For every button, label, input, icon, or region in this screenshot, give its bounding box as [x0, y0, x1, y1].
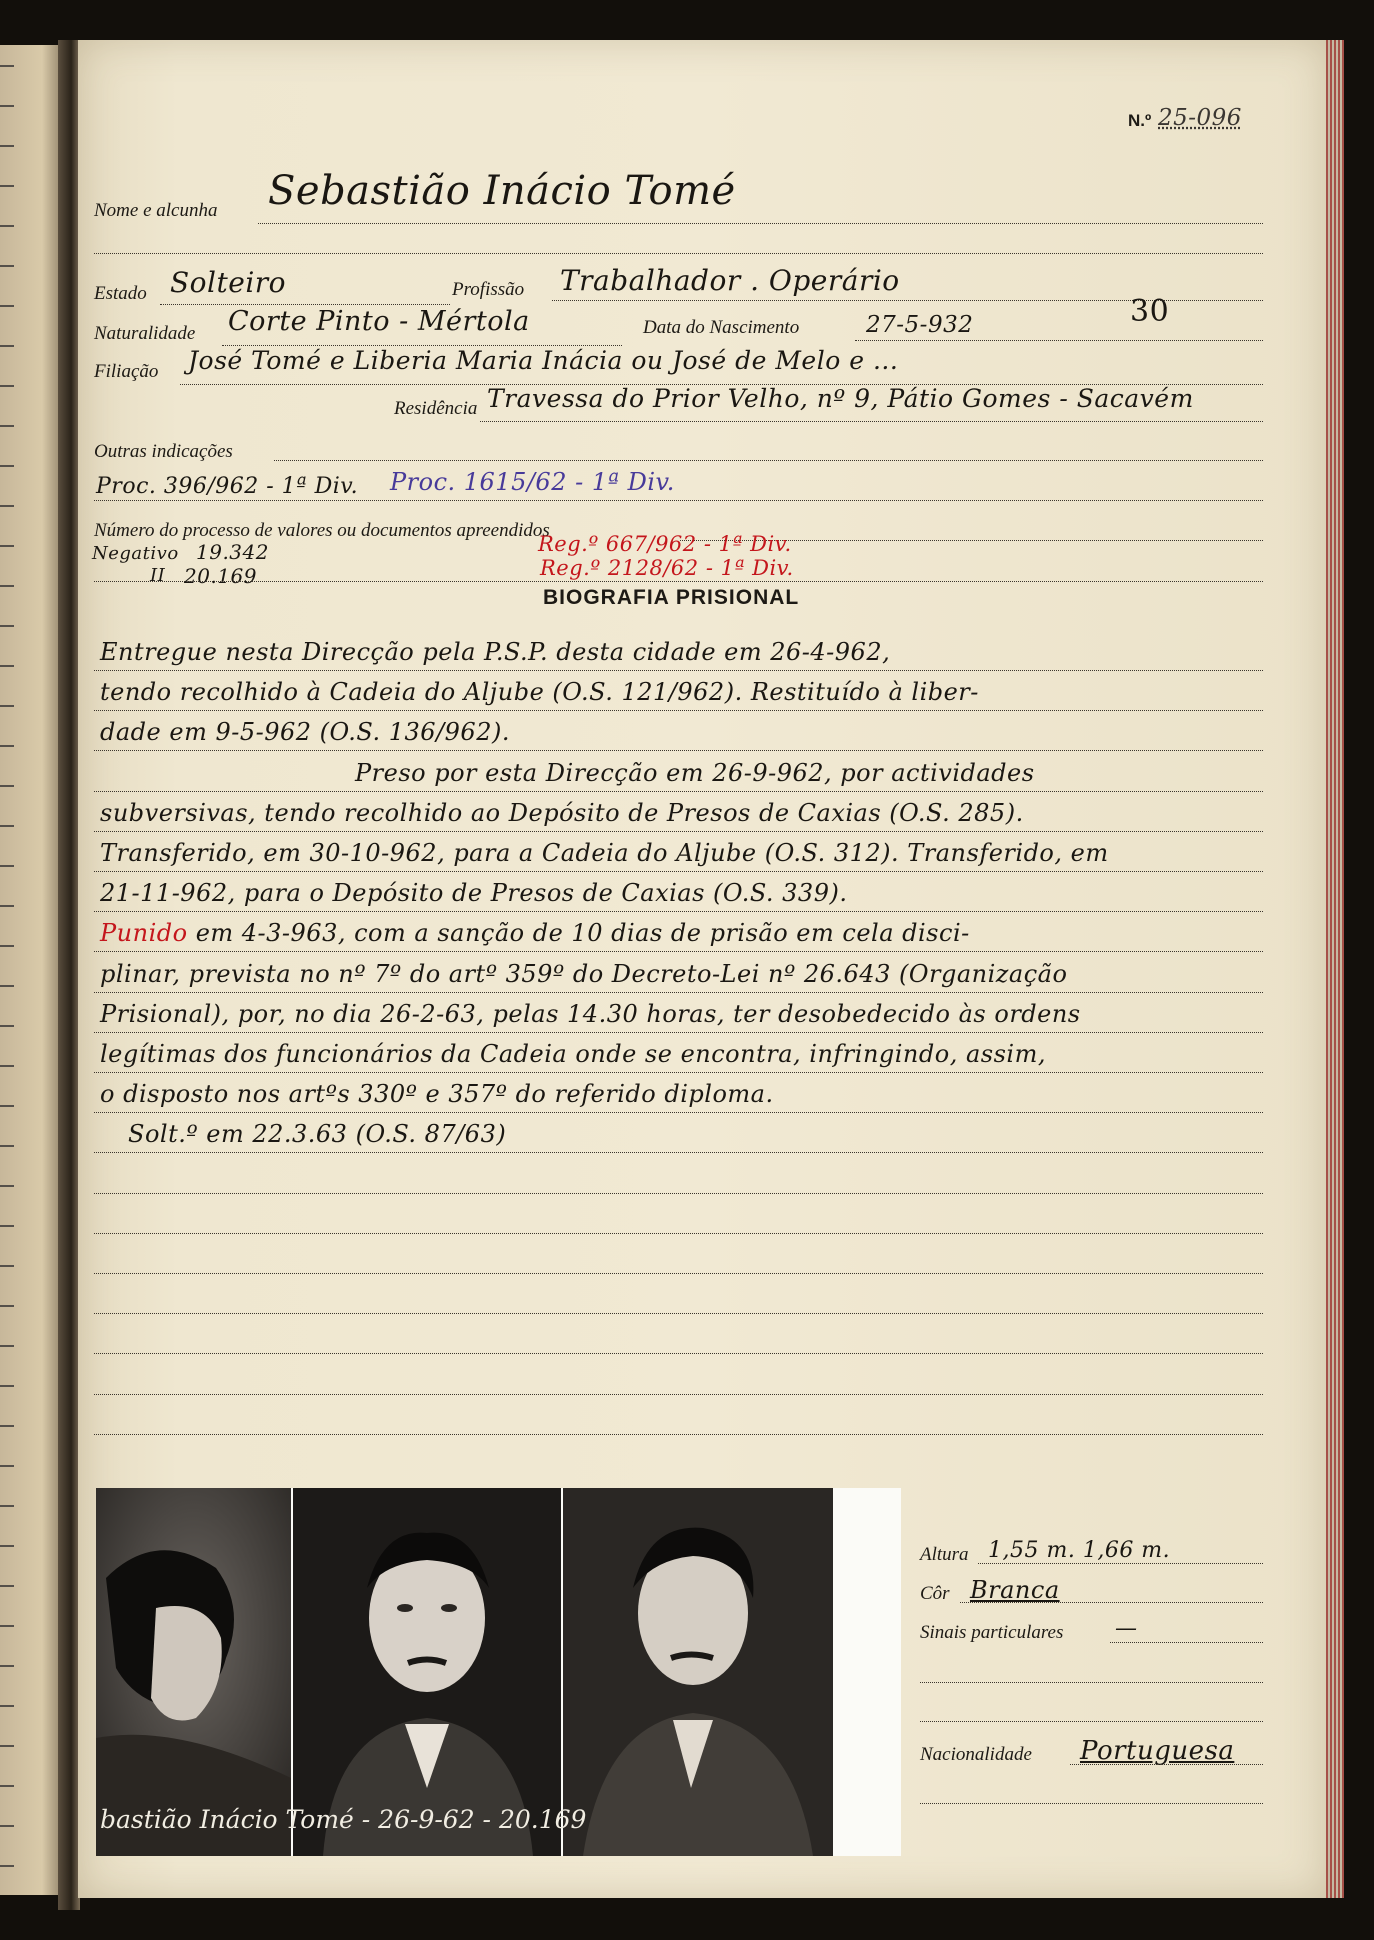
biography-rule	[94, 670, 1263, 671]
profession-value: Trabalhador . Operário	[560, 264, 900, 297]
left-page-rule-tick	[0, 145, 14, 147]
left-page-rule-tick	[0, 785, 14, 787]
left-page-rule-tick	[0, 865, 14, 867]
left-page-rule-tick	[0, 1665, 14, 1667]
page-edge-stack	[1326, 40, 1344, 1898]
name-value: Sebastião Inácio Tomé	[268, 168, 736, 214]
biography-line: o disposto nos artºs 330º e 357º do referido diploma.	[100, 1080, 774, 1109]
left-page-rule-tick	[0, 1625, 14, 1627]
red-ref-1: Reg.º 667/962 - 1ª Div.	[538, 532, 792, 556]
left-page-rule-tick	[0, 1145, 14, 1147]
left-page-rule-tick	[0, 1105, 14, 1107]
left-page-rule-tick	[0, 1225, 14, 1227]
left-page-rule-tick	[0, 1745, 14, 1747]
birthdate-line	[855, 340, 1263, 341]
biography-rule	[94, 1193, 1263, 1194]
left-page-rule-tick	[0, 1185, 14, 1187]
negative-label: Negativo	[92, 543, 179, 564]
biography-rule	[94, 831, 1263, 832]
left-page-rule-tick	[0, 665, 14, 667]
left-page-rule-tick	[0, 1425, 14, 1427]
color-label: Côr	[920, 1583, 950, 1604]
left-page-rule-tick	[0, 905, 14, 907]
process-line-2	[94, 581, 1263, 582]
biography-rule	[94, 871, 1263, 872]
age-note: 30	[1130, 294, 1170, 329]
nationality-value: Portuguesa	[1080, 1736, 1235, 1766]
extra-line	[920, 1803, 1263, 1804]
other-label: Outras indicações	[94, 441, 233, 462]
biography-rule	[94, 1152, 1263, 1153]
birthplace-value: Corte Pinto - Mértola	[228, 306, 530, 337]
biography-rule	[94, 951, 1263, 952]
biography-rule	[94, 1273, 1263, 1274]
color-value: Branca	[970, 1576, 1060, 1604]
left-page-rule-tick	[0, 185, 14, 187]
marital-line	[160, 304, 450, 305]
left-page-rule-tick	[0, 945, 14, 947]
birthplace-label: Naturalidade	[94, 323, 196, 344]
name-label: Nome e alcunha	[94, 200, 218, 221]
blank-line	[94, 253, 1263, 254]
left-page-rule-tick	[0, 585, 14, 587]
left-page-rule-tick	[0, 1305, 14, 1307]
left-page-rule-tick	[0, 265, 14, 267]
left-page-rule-tick	[0, 625, 14, 627]
nationality-label: Nacionalidade	[920, 1744, 1032, 1765]
left-page-rule-tick	[0, 465, 14, 467]
residence-value: Travessa do Prior Velho, nº 9, Pátio Gomes - Sacavém	[487, 384, 1194, 413]
biography-line: Transferido, em 30-10-962, para a Cadeia do Aljube (O.S. 312). Transferido, em	[100, 839, 1109, 867]
biography-line: dade em 9-5-962 (O.S. 136/962).	[100, 718, 510, 747]
process-label: Número do processo de valores ou documentos apreendidos	[94, 520, 550, 541]
left-page-rule-tick	[0, 385, 14, 387]
birthdate-label: Data do Nascimento	[643, 317, 800, 338]
biography-rule	[94, 992, 1263, 993]
color-line	[960, 1602, 1263, 1603]
left-page-rule-tick	[0, 745, 14, 747]
left-page-rule-tick	[0, 1025, 14, 1027]
negative-roman: II	[150, 565, 166, 586]
biography-line: Punido em 4-3-963, com a sanção de 10 dias de prisão em cela disci-	[100, 919, 970, 948]
left-page-rule-tick	[0, 1545, 14, 1547]
other-line	[274, 460, 1263, 461]
biography-emphasis: Punido	[100, 919, 188, 948]
parents-value: José Tomé e Liberia Maria Inácia ou José de Melo e ...	[188, 346, 899, 375]
left-page-rule-tick	[0, 1345, 14, 1347]
left-page-edge	[0, 45, 60, 1895]
photo-caption: bastião Inácio Tomé - 26-9-62 - 20.169	[100, 1805, 587, 1834]
marks-value: —	[1115, 1616, 1138, 1641]
mugshot-front	[293, 1488, 561, 1856]
biography-rule	[94, 1434, 1263, 1435]
other-ref-1: Proc. 396/962 - 1ª Div.	[96, 474, 359, 499]
biography-line: Preso por esta Direcção em 26-9-962, por actividades	[355, 758, 1035, 787]
other-line-2	[94, 500, 1263, 501]
residence-line	[480, 421, 1263, 422]
left-page-rule-tick	[0, 985, 14, 987]
record-number-label: N.º	[1128, 111, 1152, 130]
biography-rule	[94, 1072, 1263, 1073]
name-line	[258, 223, 1263, 224]
biography-rule	[94, 1032, 1263, 1033]
left-page-rule-tick	[0, 425, 14, 427]
left-page-rule-tick	[0, 1265, 14, 1267]
left-page-rule-tick	[0, 1865, 14, 1867]
biography-rule	[94, 1394, 1263, 1395]
height-label: Altura	[920, 1544, 969, 1565]
left-page-rule-tick	[0, 1065, 14, 1067]
parents-label: Filiação	[94, 361, 159, 382]
red-ref-2: Reg.º 2128/62 - 1ª Div.	[540, 556, 794, 580]
biography-rule	[94, 750, 1263, 751]
nationality-line	[1070, 1764, 1263, 1765]
left-page-rule-tick	[0, 705, 14, 707]
profession-label: Profissão	[452, 279, 525, 300]
biography-rule	[94, 791, 1263, 792]
biography-line: plinar, prevista no nº 7º do artº 359º do Decreto-Lei nº 26.643 (Organização	[100, 959, 1068, 988]
book-gutter	[58, 40, 80, 1910]
marks-line-2	[920, 1682, 1263, 1683]
record-number-value: 25-096	[1158, 105, 1242, 131]
biography-rule	[94, 1353, 1263, 1354]
left-page-rule-tick	[0, 1585, 14, 1587]
biography-line: subversivas, tendo recolhido ao Depósito de Presos de Caxias (O.S. 285).	[100, 798, 1024, 827]
marks-line-3	[920, 1721, 1263, 1722]
biography-rule	[94, 1313, 1263, 1314]
biography-rule	[94, 911, 1263, 912]
left-page-rule-tick	[0, 225, 14, 227]
left-page-rule-tick	[0, 1825, 14, 1827]
marks-line	[1110, 1642, 1263, 1643]
biography-rule	[94, 710, 1263, 711]
biography-title: BIOGRAFIA PRISIONAL	[543, 586, 800, 609]
left-page-rule-tick	[0, 345, 14, 347]
other-ref-2: Proc. 1615/62 - 1ª Div.	[390, 468, 675, 496]
biography-line: legítimas dos funcionários da Cadeia onde se encontra, infringindo, assim,	[100, 1040, 1046, 1068]
left-page-rule-tick	[0, 1505, 14, 1507]
height-line	[978, 1563, 1263, 1564]
left-page-rule-tick	[0, 1385, 14, 1387]
mugshot-profile	[96, 1488, 291, 1856]
left-page-rule-tick	[0, 1785, 14, 1787]
mugshot-three-quarter	[563, 1488, 833, 1856]
height-value: 1,55 m. 1,66 m.	[988, 1538, 1171, 1563]
biography-line: 21-11-962, para o Depósito de Presos de Caxias (O.S. 339).	[100, 879, 848, 908]
marital-label: Estado	[94, 283, 147, 304]
left-page-rule-tick	[0, 1705, 14, 1707]
left-page-rule-tick	[0, 305, 14, 307]
marks-label: Sinais particulares	[920, 1622, 1064, 1643]
biography-line: Solt.º em 22.3.63 (O.S. 87/63)	[128, 1120, 507, 1149]
marital-value: Solteiro	[170, 266, 287, 299]
left-page-rule-tick	[0, 825, 14, 827]
biography-line: tendo recolhido à Cadeia do Aljube (O.S. 121/962). Restituído à liber-	[100, 678, 979, 707]
residence-label: Residência	[394, 398, 478, 419]
mugshot-photo	[96, 1488, 901, 1856]
birthdate-value: 27-5-932	[866, 312, 974, 338]
biography-rule	[94, 1233, 1263, 1234]
negative-1: 19.342	[196, 540, 269, 564]
left-page-rule-tick	[0, 65, 14, 67]
biography-rule	[94, 1112, 1263, 1113]
biography-line: Entregue nesta Direcção pela P.S.P. desta cidade em 26-4-962,	[100, 638, 891, 666]
left-page-rule-tick	[0, 105, 14, 107]
negative-2: 20.169	[184, 564, 257, 588]
left-page-rule-tick	[0, 545, 14, 547]
left-page-rule-tick	[0, 1465, 14, 1467]
biography-line: Prisional), por, no dia 26-2-63, pelas 14.30 horas, ter desobedecido às ordens	[100, 999, 1081, 1028]
left-page-rule-tick	[0, 505, 14, 507]
